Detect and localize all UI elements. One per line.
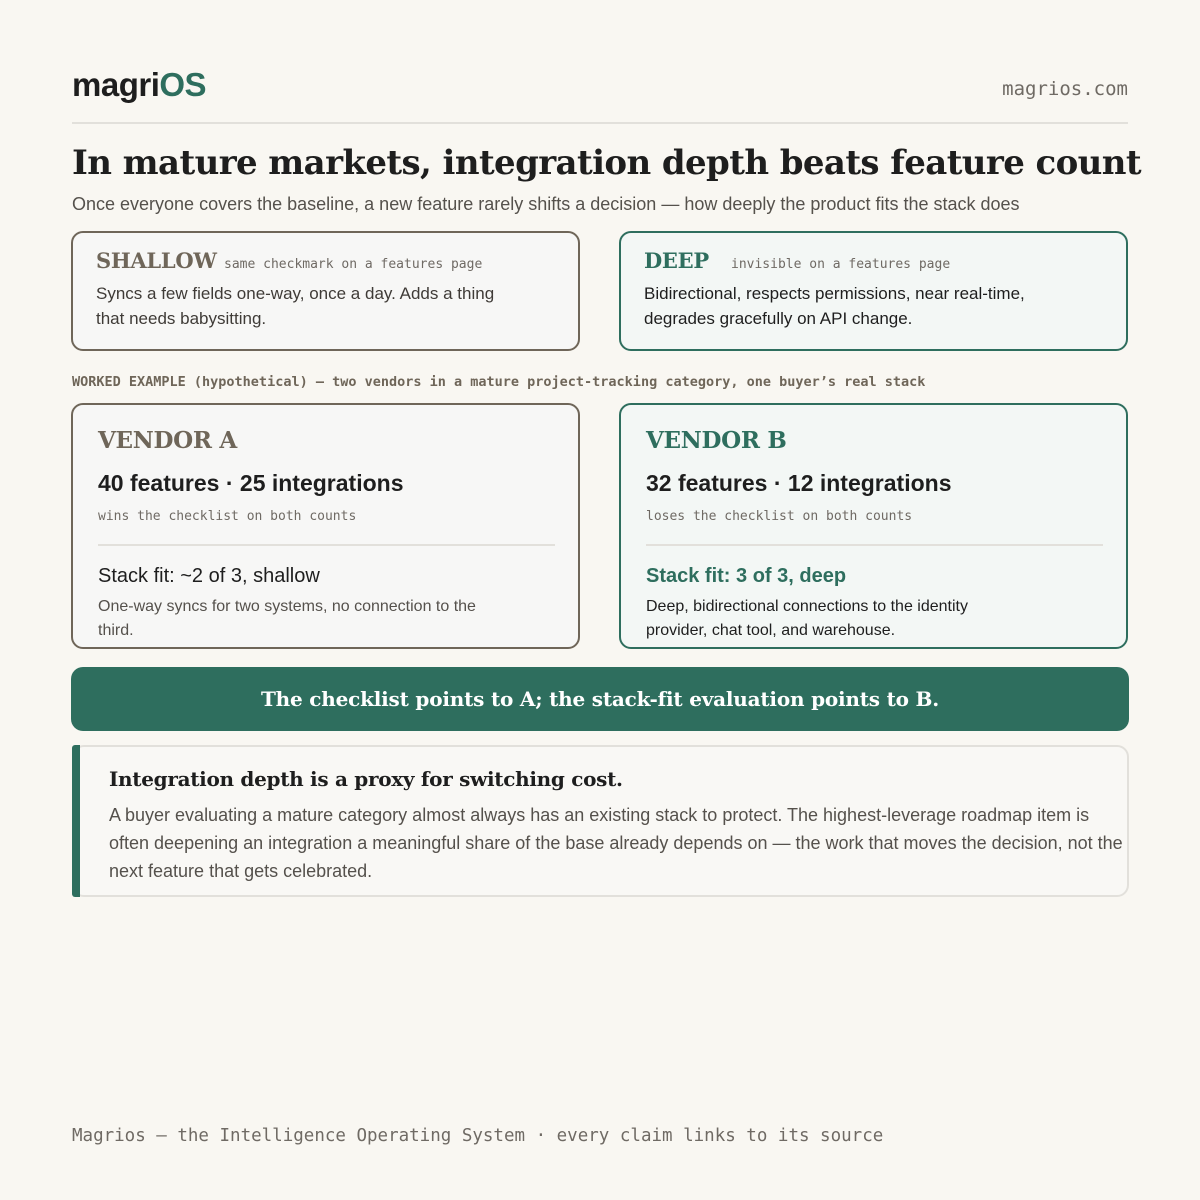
deep-title: DEEP [644,248,709,273]
brand-name-prefix: magri [72,66,160,103]
vendor-b-divider [646,544,1103,546]
shallow-description: Syncs a few fields one-way, once a day. Adds a thing that needs babysitting. [96,284,495,328]
vendor-b-checklist-note: loses the checklist on both counts [646,509,913,524]
vendor-a-stack-fit: Stack fit: ~2 of 3, shallow [98,565,320,587]
deep-description: Bidirectional, respects permissions, near real-time, degrades gracefully on API change. [644,284,1025,328]
vendor-a-checklist-note: wins the checklist on both counts [98,509,357,524]
takeaway-accent-bar [72,745,80,897]
conclusion-banner: The checklist points to A; the stack-fit evaluation points to B. [71,667,1129,731]
deep-definition-card [619,231,1128,351]
brand-name-accent: OS [159,66,207,103]
vendor-b-description: Deep, bidirectional connections to the identity provider, chat tool, and warehouse. [646,598,968,639]
vendor-a-description: One-way syncs for two systems, no connection to the third. [98,598,476,639]
site-url: magrios.com [1002,78,1128,100]
shallow-note: same checkmark on a features page [224,257,483,272]
shallow-definition-card [71,231,580,351]
vendor-b-stats: 32 features · 12 integrations [646,470,952,496]
vendor-a-stats: 40 features · 25 integrations [98,470,404,496]
page-title: In mature markets, integration depth beats feature count [72,143,1142,183]
vendor-b-stack-fit: Stack fit: 3 of 3, deep [646,565,847,587]
page-subtitle: Once everyone covers the baseline, a new feature rarely shifts a decision — how deeply the product fits the stack does [72,194,1020,214]
vendor-b-title: VENDOR B [646,427,787,454]
deep-note: invisible on a features page [731,257,951,272]
brand-logo [72,66,206,104]
page-header [72,64,1128,124]
takeaway-title: Integration depth is a proxy for switching cost. [109,767,623,791]
page-footer: Magrios — the Intelligence Operating System · every claim links to its source [72,1126,884,1146]
worked-example-label: WORKED EXAMPLE (hypothetical) — two vendors in a mature project-tracking category, one buyer’s real stack [72,374,926,390]
vendor-a-divider [98,544,555,546]
takeaway-text: A buyer evaluating a mature category almost always has an existing stack to protect. The highest-leverage roadmap item is often deepening an integration a meaningful share of the base already depends on — the work that moves the decision, not the next feature that gets celebrated. [109,805,1123,881]
vendor-b-card [619,403,1128,649]
takeaway-callout [72,745,1129,897]
vendor-a-card [71,403,580,649]
vendor-a-title: VENDOR A [98,427,237,454]
shallow-title: SHALLOW [96,248,217,273]
